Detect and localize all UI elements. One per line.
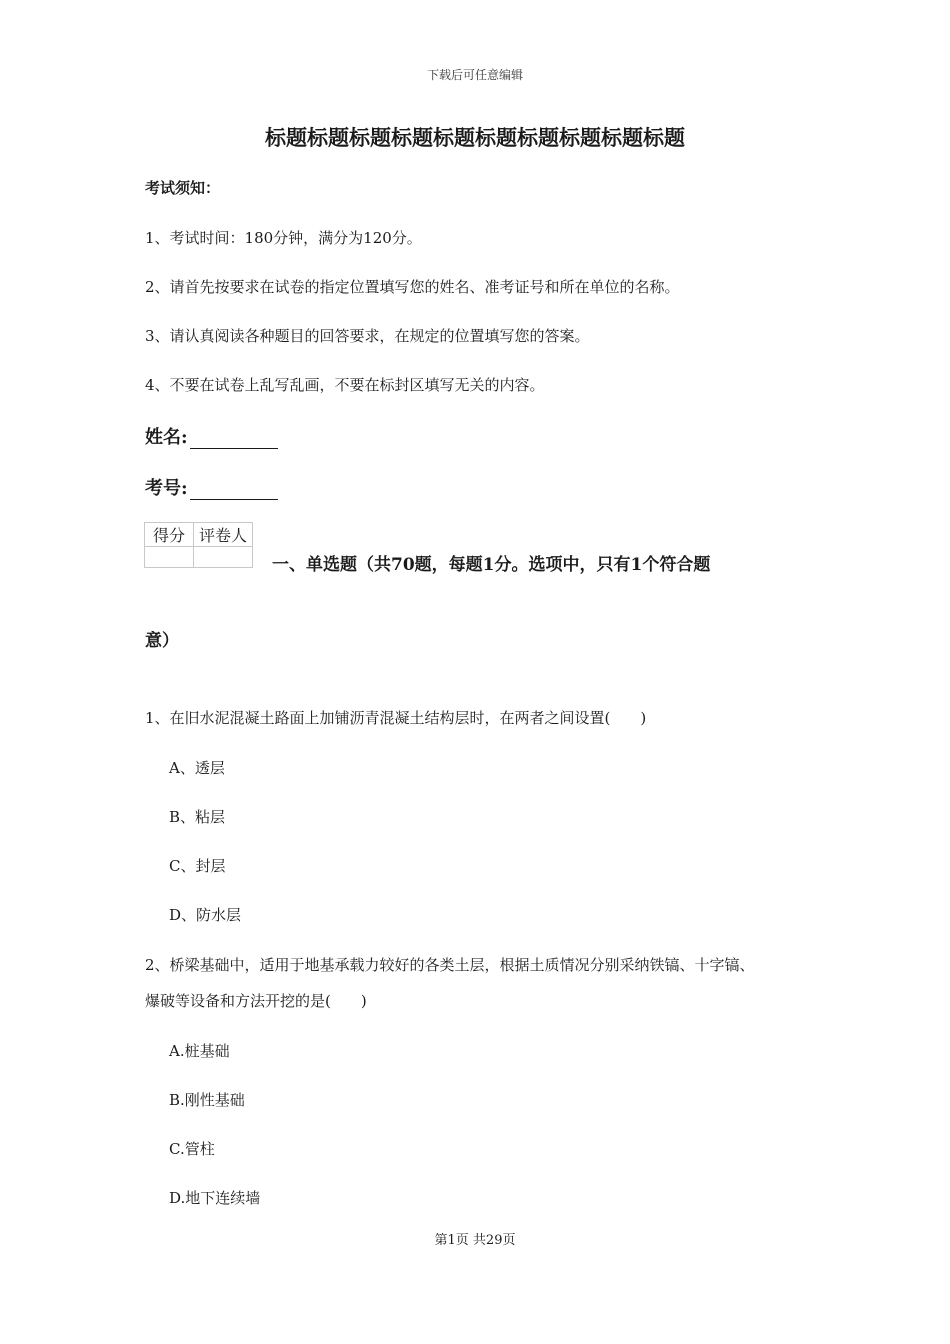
score-header: 得分 (145, 523, 194, 547)
name-field[interactable] (145, 423, 278, 449)
exam-number-field[interactable] (145, 474, 278, 500)
notice-item: 1、考试时间：180分钟，满分为120分。 (145, 229, 422, 247)
question-option: D.地下连续墙 (169, 1189, 261, 1207)
question-option: A、透层 (169, 759, 225, 777)
notice-heading: 考试须知： (145, 179, 221, 197)
grader-cell[interactable] (194, 547, 253, 568)
exam-number-blank[interactable] (190, 481, 278, 500)
name-label: 姓名: (145, 427, 188, 448)
score-cell[interactable] (145, 547, 194, 568)
document-title: 标题标题标题标题标题标题标题标题标题标题 (265, 125, 685, 150)
section-heading: 一、单选题（共70题，每题1分。选项中，只有1个符合题 (272, 555, 711, 575)
grader-header: 评卷人 (194, 523, 253, 547)
question-option: C、封层 (169, 857, 226, 875)
exam-number-label: 考号: (145, 478, 188, 499)
page-footer: 第1页 共29页 (434, 1233, 516, 1248)
score-table (144, 522, 253, 568)
notice-item: 2、请首先按要求在试卷的指定位置填写您的姓名、准考证号和所在单位的名称。 (145, 278, 680, 296)
question-text: 2、桥梁基础中，适用于地基承载力较好的各类土层，根据土质情况分别采纳铁镐、十字镐、 (145, 956, 755, 974)
section-heading-continued: 意） (145, 631, 179, 651)
question-text-continued: 爆破等设备和方法开挖的是( ) (145, 992, 367, 1010)
question-option: B.刚性基础 (169, 1091, 245, 1109)
question-option: D、防水层 (169, 906, 242, 924)
name-blank[interactable] (190, 430, 278, 449)
question-option: A.桩基础 (169, 1042, 230, 1060)
notice-item: 4、不要在试卷上乱写乱画，不要在标封区填写无关的内容。 (145, 376, 545, 394)
question-option: C.管柱 (169, 1140, 215, 1158)
header-note: 下载后可任意编辑 (426, 68, 523, 82)
notice-item: 3、请认真阅读各种题目的回答要求，在规定的位置填写您的答案。 (145, 327, 590, 345)
question-option: B、粘层 (169, 808, 226, 826)
question-text: 1、在旧水泥混凝土路面上加铺沥青混凝土结构层时，在两者之间设置( ) (145, 709, 647, 727)
